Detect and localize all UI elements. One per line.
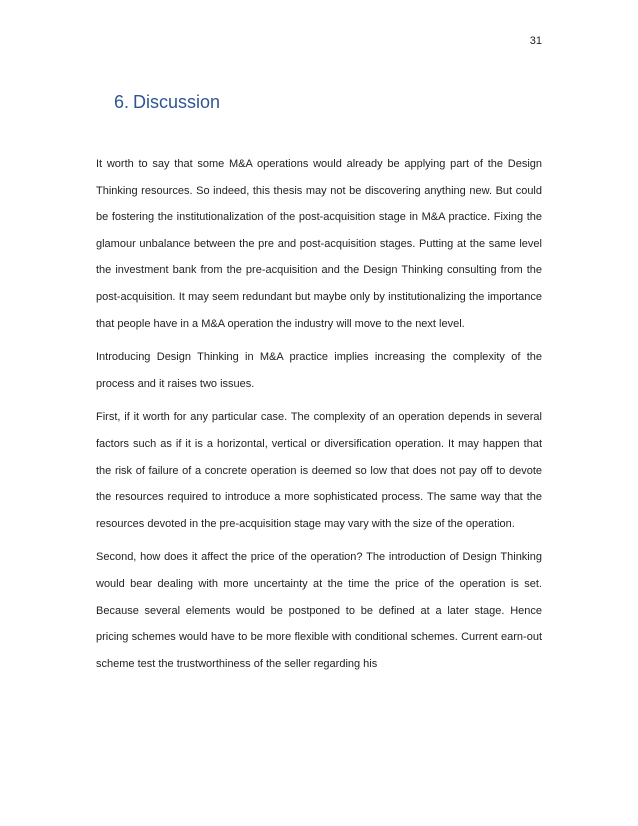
- paragraph-4: Second, how does it affect the price of the operation? The introduction of Design Thinking would bear dealing with more uncertainty at the time the price of the operation is set. Because several elements would be postponed to be defined at a later stage. Hence pricing schemes would have to be more flexible with conditional schemes. Current earn-out scheme test the trustworthiness of the seller regarding his: [96, 551, 542, 670]
- section-number: 6.: [114, 92, 130, 112]
- body-text: [96, 151, 542, 684]
- paragraph-2: Introducing Design Thinking in M&A practice implies increasing the complexity of the process and it raises two issues.: [96, 351, 542, 390]
- section-title: Discussion: [133, 92, 221, 112]
- paragraph-3: First, if it worth for any particular case. The complexity of an operation depends in several factors such as if it is a horizontal, vertical or diversification operation. It may happen that the risk of failure of a concrete operation is deemed so low that does not pay off to devote the resources required to introduce a more sophisticated process. The same way that the resources devoted in the pre-acquisition stage may vary with the size of the operation.: [96, 411, 542, 530]
- section-heading: [114, 92, 220, 113]
- page-number: 31: [529, 35, 542, 47]
- paragraph-1: It worth to say that some M&A operations would already be applying part of the Design Thinking resources. So indeed, this thesis may not be discovering anything new. But could be fostering the institutionalization of the post-acquisition stage in M&A practice. Fixing the glamour unbalance between the pre and post-acquisition stages. Putting at the same level the investment bank from the pre-acquisition and the Design Thinking consulting from the post-acquisition. It may seem redundant but maybe only by institutionalizing the importance that people have in a M&A operation the industry will move to the next level.: [96, 158, 542, 330]
